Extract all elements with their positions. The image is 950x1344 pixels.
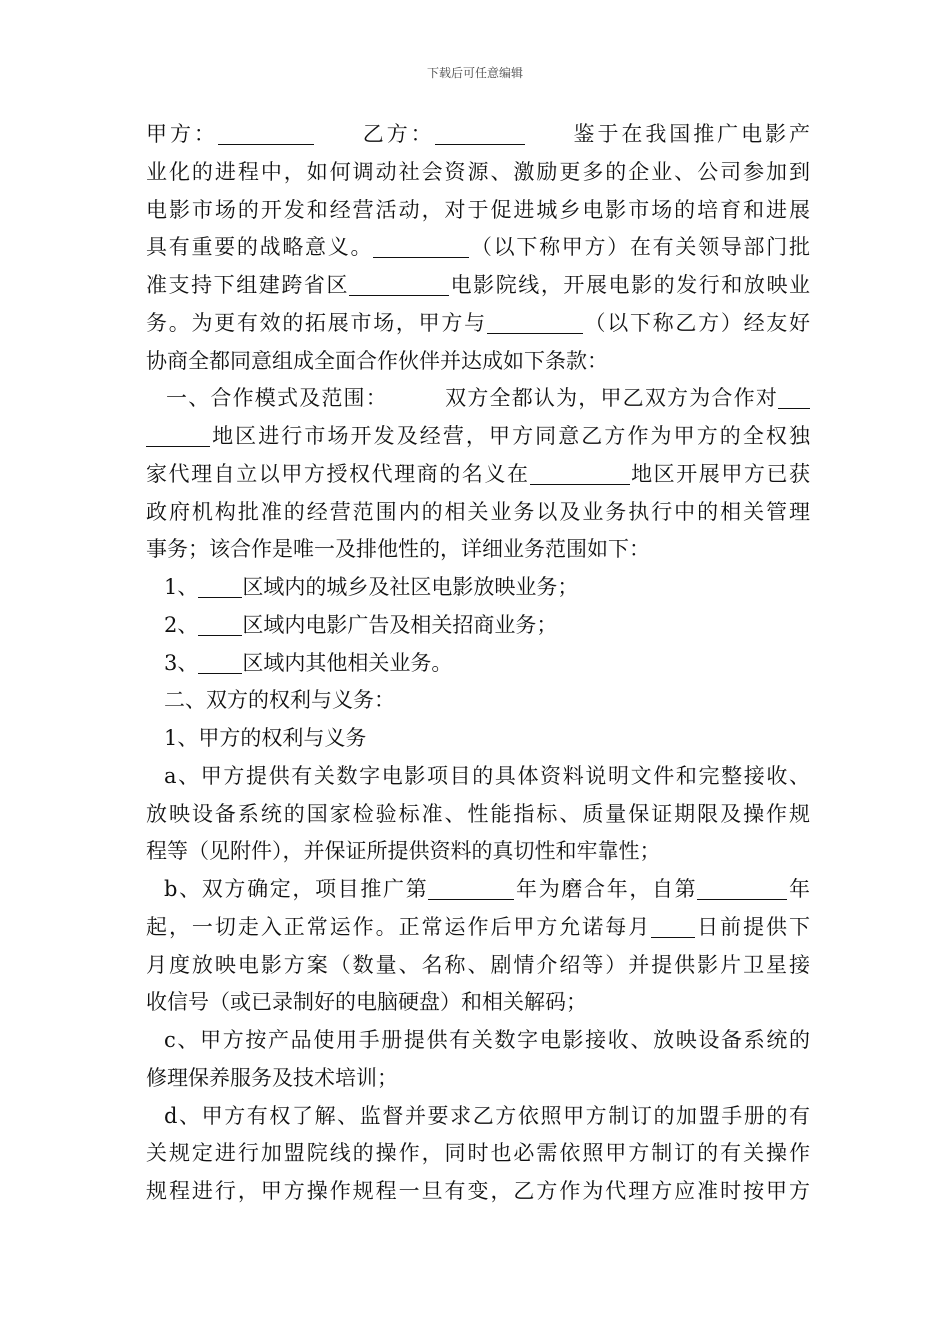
line-text: 起，一切走入正常运作。正常运作后甲方允诺每月 <box>146 914 652 939</box>
line-text: 电影院线，开展电影的发行和放映业 <box>449 273 811 297</box>
fill-in-blank <box>349 271 449 296</box>
text-line <box>146 871 810 909</box>
line-text: 月度放映电影方案（数量、名称、剧情介绍等）并提供影片卫星接 <box>146 952 810 977</box>
text-line <box>146 720 810 758</box>
fill-in-blank <box>778 384 810 409</box>
text-line <box>146 569 810 607</box>
line-text: 协商全都同意组成全面合作伙伴并达成如下条款： <box>146 348 608 373</box>
line-text: 3、 <box>164 650 199 675</box>
line-text: 地区开展甲方已获 <box>629 461 811 486</box>
line-text: 1、甲方的权利与义务 <box>164 726 367 750</box>
line-text: 1、 <box>164 575 199 599</box>
text-line <box>146 418 810 456</box>
text-line <box>146 1173 810 1211</box>
fill-in-blank <box>373 233 469 258</box>
text-line <box>146 607 810 645</box>
line-text: 规程进行，甲方操作规程一旦有变，乙方作为代理方应准时按甲方 <box>146 1179 810 1203</box>
fill-in-blank <box>218 120 314 145</box>
line-text: c、甲方按产品使用手册提供有关数字电影接收、放映设备系统的 <box>164 1028 810 1052</box>
text-line <box>146 984 810 1022</box>
line-text: 甲方： <box>146 122 218 146</box>
fill-in-blank <box>146 422 210 447</box>
text-line <box>146 1098 810 1136</box>
fill-in-blank <box>198 649 242 674</box>
line-text: 年 <box>787 877 811 901</box>
line-text: 地区进行市场开发及经营，甲方同意乙方作为甲方的全权独 <box>210 424 810 448</box>
line-text: 鉴于在我国推广电影产 <box>570 122 811 146</box>
fill-in-blank <box>198 573 242 598</box>
text-line <box>146 267 810 305</box>
text-line <box>146 909 810 947</box>
line-text: 家代理自立以甲方授权代理商的名义在 <box>146 461 530 486</box>
line-text: 一、合作模式及范围： <box>166 386 388 411</box>
text-line <box>146 796 810 834</box>
text-line <box>146 1022 810 1060</box>
line-text: 电影市场的开发和经营活动，对于促进城乡电影市场的培育和进展 <box>146 197 810 222</box>
line-text: 区域内电影广告及相关招商业务； <box>242 612 558 637</box>
text-line <box>146 947 810 985</box>
line-text: d、甲方有权了解、监督并要求乙方依照甲方制订的加盟手册的有 <box>164 1103 810 1128</box>
fill-in-blank <box>651 913 695 938</box>
text-line <box>146 1135 810 1173</box>
line-text: 二、双方的权利与义务： <box>164 688 395 713</box>
line-text: 年为磨合年，自第 <box>514 877 698 901</box>
line-text: （以下称乙方）经友好 <box>582 310 811 335</box>
line-text: 区域内其他相关业务。 <box>242 650 453 675</box>
text-line <box>146 1060 810 1098</box>
line-text: （以下称甲方）在有关领导部门批 <box>469 235 811 260</box>
text-line <box>146 305 810 343</box>
text-line <box>146 116 810 154</box>
line-text: 双方全都认为，甲乙双方为合作对 <box>443 386 779 411</box>
line-text: a、甲方提供有关数字电影项目的具体资料说明文件和完整接收、 <box>164 763 810 788</box>
line-text: 日前提供下 <box>695 914 811 939</box>
text-line <box>146 682 810 720</box>
fill-in-blank <box>697 875 787 900</box>
line-text: b、双方确定，项目推广第 <box>164 877 429 901</box>
line-text: 业化的进程中，如何调动社会资源、激励更多的企业、公司参加到 <box>146 159 810 184</box>
text-line <box>146 343 810 381</box>
page-header: 下载后可任意编辑 <box>426 66 523 80</box>
line-text: 区域内的城乡及社区电影放映业务； <box>242 575 579 599</box>
fill-in-blank <box>530 460 630 485</box>
text-line <box>146 645 810 683</box>
fill-in-blank <box>428 875 514 900</box>
line-text: 关规定进行加盟院线的操作，同时也必需依照甲方制订的有关操作 <box>146 1141 810 1166</box>
text-line <box>146 192 810 230</box>
text-line <box>146 494 810 532</box>
text-line <box>146 833 810 871</box>
line-text: 修理保养服务及技术培训； <box>146 1065 398 1090</box>
line-text: 程等（见附件），并保证所提供资料的真切性和牢靠性； <box>146 839 661 864</box>
text-line <box>146 456 810 494</box>
line-text: 政府机构批准的经营范围内的相关业务以及业务执行中的相关管理 <box>146 499 810 524</box>
line-text: 准支持下组建跨省区 <box>146 273 350 297</box>
text-line <box>146 380 810 418</box>
text-line <box>146 229 810 267</box>
fill-in-blank <box>435 120 525 145</box>
fill-in-blank <box>198 611 242 636</box>
line-text: 2、 <box>164 612 199 637</box>
line-text: 放映设备系统的国家检验标准、性能指标、质量保证期限及操作规 <box>146 801 810 826</box>
text-line <box>146 758 810 796</box>
line-text: 具有重要的战略意义。 <box>146 235 374 260</box>
contract-body <box>146 116 810 1211</box>
text-line <box>146 154 810 192</box>
line-text: 乙方： <box>359 122 435 146</box>
line-text: 收信号（或已录制好的电脑硬盘）和相关解码； <box>146 990 587 1015</box>
fill-in-blank <box>487 309 583 334</box>
line-text: 事务；该合作是唯一及排他性的，详细业务范围如下： <box>146 537 650 562</box>
text-line <box>146 531 810 569</box>
line-text: 务。为更有效的拓展市场，甲方与 <box>146 310 487 335</box>
